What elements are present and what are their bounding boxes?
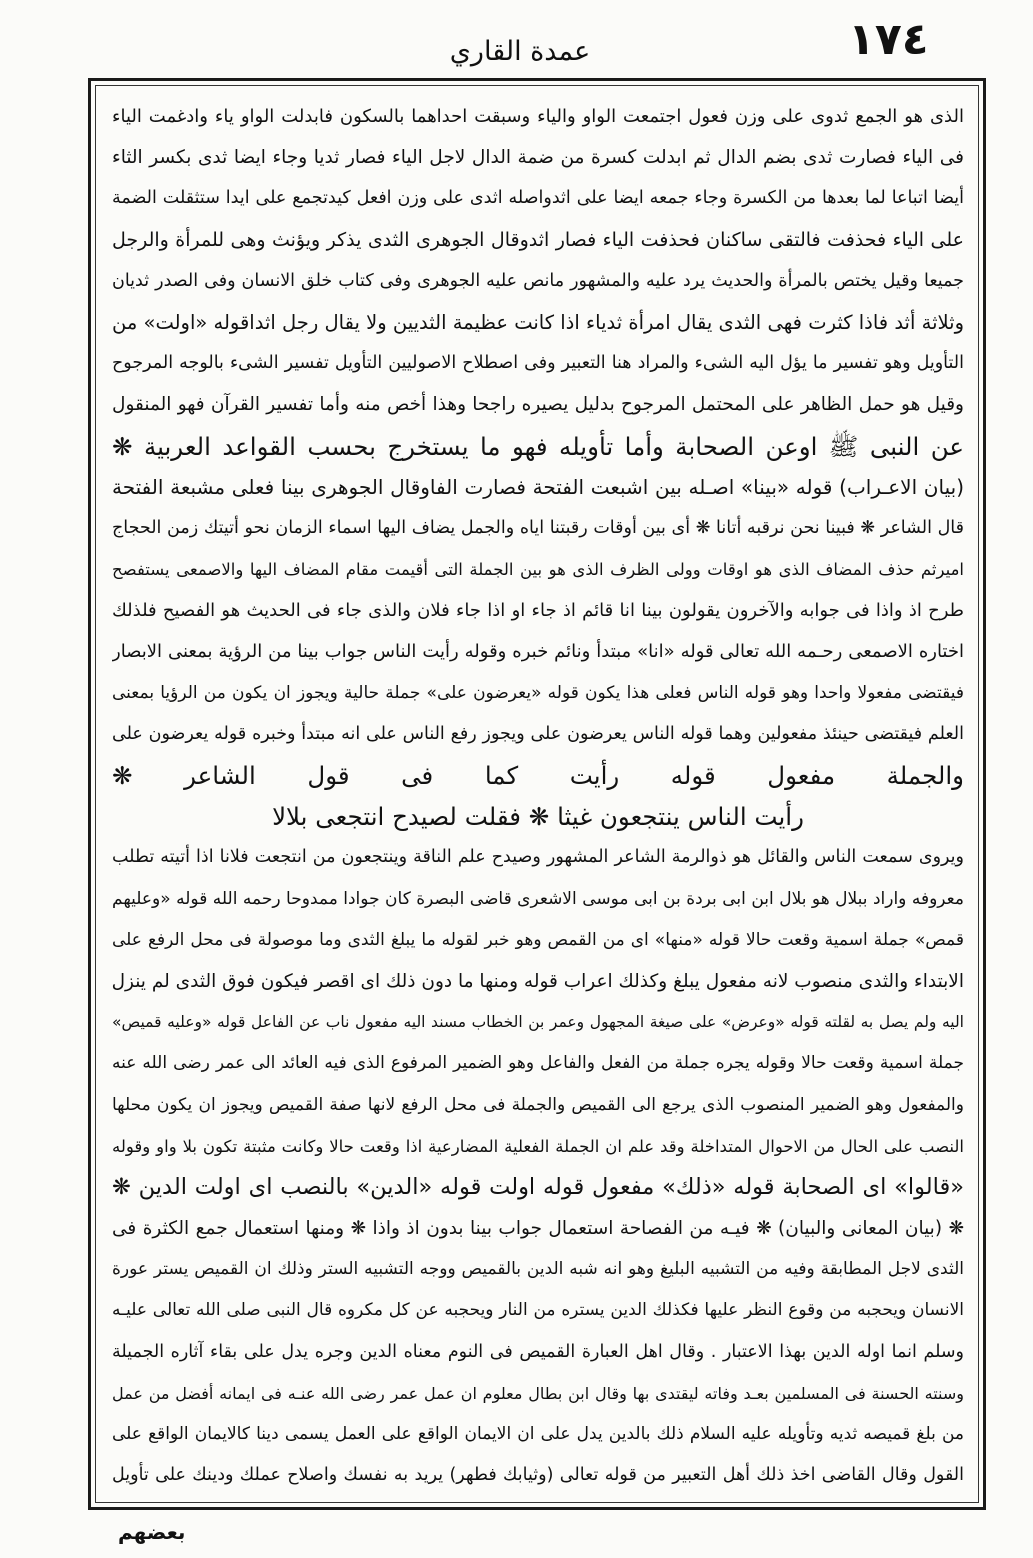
text-line: فيقتضى مفعولا واحدا وهو قوله الناس فعلى هذا يكون قوله «يعرضون على» جملة حالية ويجوز ان يكون من الرؤيا بمعنى [112,682,964,703]
text-line: ويروى سمعت الناس والقائل هو ذوالرمة الشاعر المشهور وصيدح علم الناقة وينتجعون من انتجعت فلانا اذا أتيته تطلب [112,847,964,868]
text-line: أيضا اتباعا لما بعدها من الكسرة وجاء جمعه ايضا على اثدواصله اثدى على وزن افعل كيدتجمع على ايدا ستثقلت الضمة [112,188,964,209]
text-line: النصب على الحال من الاحوال المتداخلة وقد علم ان الجملة الفعلية المضارعية اذا وقعت حالا وكانت مثبتة تكون بلا واو وقوله [112,1136,964,1156]
page-header [0,0,1033,78]
text-line: وسنته الحسنة فى المسلمين بعـد وفاته ليقتدى بها وقال ابن بطال معلوم ان عمل عمر رضى الله عنـه فى ايمانه أفضل من عمل [112,1383,964,1403]
text-line: التأويل وهو تفسير ما يؤل اليه الشىء والمراد هنا التعبير وفى اصطلاح الاصوليين التأويل تفسير الشىء بالوجه المرجوح [112,353,964,374]
text-line: الثدى لاجل المطابقة وفيه من التشبيه البليغ وهو انه شبه الدين بالقميص ووجه التشبيه الستر وذلك ان القميص يستر عورة [112,1259,964,1280]
text-line: والمفعول وهو الضمير المنصوب الذى يرجع الى القميص والجملة فى محل الرفع لانها صفة القميص ويجوز ان يكون محلها [112,1094,964,1115]
text-line: ❋ (بيان المعانى والبيان) ❋ فيـه من الفصاحة استعمال جواب بينا بدون اذ واذا ❋ ومنها استعمال جمع الكثرة فى [112,1218,964,1240]
text-line: جميعا وقيل يختص بالمرأة والحديث يرد عليه والمشهور مانص عليه الجوهرى وفى كتاب خلق الانسان وفى الصدر ثديان [112,270,964,291]
text-line: اليه ولم يصل به لقلته قوله «وعرض» على صيغة المجهول وعمر بن الخطاب مسند اليه مفعول ناب عن الفاعل قوله «وعليه قميص» [112,1013,964,1032]
text-line: العلم فيقتضى حينئذ مفعولين وهما قوله الناس يعرضون على ويجوز رفع الناس على انه مبتدأ وخبره قوله يعرضون على [112,723,964,744]
text-line: «قالوا» اى الصحابة قوله «ذلك» مفعول قوله اولت قوله «الدين» بالنصب اى اولت الدين ❋ [112,1173,964,1200]
running-title: عمدة القاري [449,36,591,67]
text-line: الابتداء والثدى منصوب لانه مفعول يبلغ وكذلك اعراب قوله ومنها ما دون ذلك اى اقصر فيكون فوق الثدى لم ينزل [112,970,964,992]
text-line: والجملة مفعول قوله رأيت كما فى قول الشاعر ❋ [112,761,964,790]
text-line: اميرثم حذف المضاف الذى هو اوقات وولى الظرف الذى هو بين الجملة التى أقيمت مقام المضاف اليها والاصمعى يستفصح [112,560,964,580]
text-line: على الياء فحذفت فالتقى ساكنان فحذفت الياء فصار اثدوقال الجوهرى الثدى يذكر ويؤنث وهى للمرأة والرجل [112,228,964,251]
text-line: اختاره الاصمعى رحـمه الله تعالى قوله «انا» مبتدأ ونائم خبره وقوله رأيت الناس جواب بينا من الرؤية بمعنى الابصار [112,641,964,663]
text-line: وسلم انما اوله الدين بهذا الاعتبار . وقال اهل العبارة القميص فى النوم معناه الدين وجره يدل على بقاء آثاره الجميلة [112,1341,964,1362]
text-line: معروفه واراد ببلال هو بلال ابن ابى بردة بن ابى موسى الاشعرى قاضى البصرة كان جوادا ممدوحا رحمه الله قوله «وعليهم [112,888,964,909]
text-line: جملة اسمية وقعت حالا وقوله يجره جملة من الفعل والفاعل وهو الضمير المرفوع الذى فيه العائد الى عمر رضى الله عنه [112,1053,964,1074]
text-line: طرح اذ واذا فى جوابه والآخرون يقولون بينا انا قائم اذ جاء او اذا جاء فلان والذى جاء فى الحديث هو الفصيح فلذلك [112,600,964,622]
text-line: قال الشاعر ❋ فبينا نحن نرقبه أتانا ❋ أى بين أوقات رقبتنا اياه والجمل يضاف اليها اسماء الزمان نحو أتيتك زمن الحجاج [112,517,964,538]
page-number: ١٧٤ [848,14,929,65]
poetry-verse: رأيت الناس ينتجعون غيثا ❋ فقلت لصيدح انتجعى بلالا [272,802,804,832]
text-line: وقيل هو حمل الظاهر على المحتمل المرجوح بدليل يصيره راجحا وهذا أخص منه وأما تفسير القرآن فهو المنقول [112,394,964,416]
text-line: فى الياء فصارت ثدى بضم الدال ثم ابدلت كسرة من ضمة الدال لاجل الياء فصار ثديا وجاء ايضا ثدى بكسر الثاء [112,147,964,169]
text-line: عن النبى ﷺ اوعن الصحابة وأما تأويله فهو ما يستخرج بحسب القواعد العربية ❋ [112,431,964,461]
text-line: الانسان ويحجبه من وقوع النظر عليها فكذلك الدين يستره من النار ويحجبه عن كل مكروه قال النبى صلى الله تعالى عليـه [112,1300,964,1321]
catchword: بعضهم [118,1520,186,1544]
text-line: الذى هو الجمع ثدوى على وزن فعول اجتمعت الواو والياء وسبقت احداهما بالسكون فابدلت الواو ياء وادغمت الياء [112,106,964,127]
text-line: القول وقال القاضى اخذ ذلك أهل التعبير من قوله تعالى (وثيابك فطهر) يريد به نفسك واصلاح عملك ودينك على تأويل [112,1465,964,1486]
text-line: قمص» جملة اسمية وقعت حالا قوله «منها» اى من القمص وهو خبر لقوله ما يبلغ الثدى وما موصولة فى محل الرفع على [112,929,964,950]
body-text [112,96,964,1498]
text-line: وثلاثة أثد فاذا كثرت فهى الثدى يقال امرأة ثدياء اذا كانت عظيمة الثديين ولا يقال رجل اثداقوله «اولت» من [112,310,964,334]
text-line: (بيان الاعـراب) قوله «بينا» اصـله بين اشبعت الفتحة فصارت الفاوقال الجوهرى بينا فعلى مشبعة الفتحة [112,474,964,499]
text-line: من بلغ قميصه ثديه وتأويله عليه السلام ذلك بالدين يدل على ان الايمان الواقع على العمل يسمى دينا كالايمان الواقع على [112,1424,964,1444]
